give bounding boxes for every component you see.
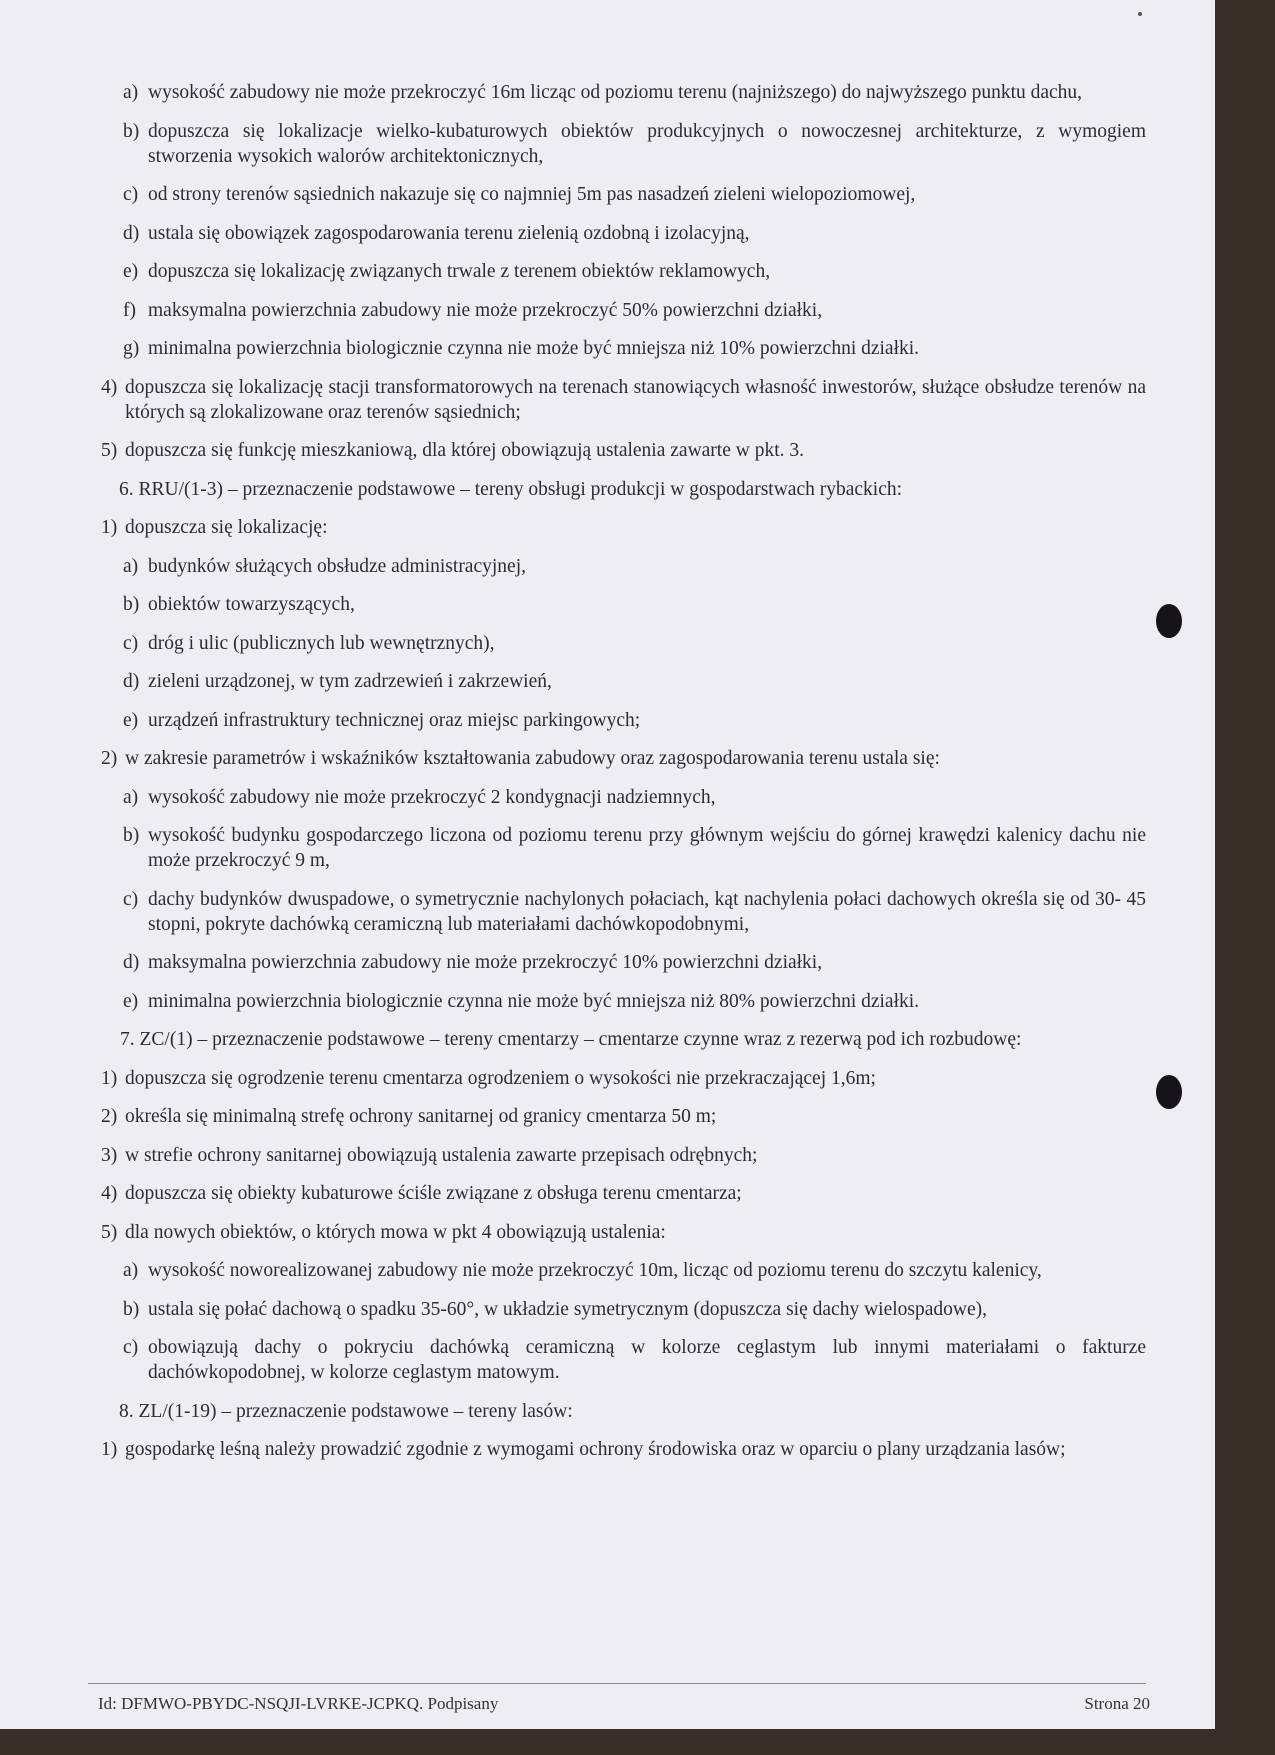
list-marker: e) [123,709,139,731]
list-marker: b) [123,1298,140,1320]
list-marker: a) [123,555,139,577]
list-marker: e) [123,261,139,282]
section-heading [88,1027,1146,1052]
list-item [88,1258,1146,1283]
list-item [88,375,1146,425]
list-marker: c) [123,1337,139,1358]
list-item [88,1104,1146,1129]
list-item [88,298,1146,323]
list-item [88,746,1146,771]
paragraph-text: wysokość zabudowy nie może przekroczyć 16m licząc od poziomu terenu (najniższego) do najwyższego punktu dachu, [148,82,1083,103]
list-marker: 2) [101,1106,118,1127]
list-item [88,515,1146,540]
list-item [88,950,1146,975]
list-item [88,1297,1146,1322]
list-item [88,785,1146,810]
list-item [88,1143,1146,1168]
paragraph-text: maksymalna powierzchnia zabudowy nie może przekroczyć 10% powierzchni działki, [148,952,823,973]
list-marker: 5) [101,440,118,461]
list-item [88,336,1146,361]
list-marker: b) [123,594,140,615]
list-marker: d) [123,671,140,692]
list-item [88,1437,1146,1462]
list-item [88,708,1146,733]
list-marker: 4) [101,376,118,398]
scan-background-right [1215,0,1275,1755]
paragraph-text: w zakresie parametrów i wskaźników kształtowania zabudowy oraz zagospodarowania terenu ustala się: [125,748,940,769]
list-item [88,1220,1146,1245]
section-heading [88,477,1146,502]
list-marker: 4) [101,1183,118,1204]
paragraph-text: maksymalna powierzchnia zabudowy nie może przekroczyć 50% powierzchni działki, [148,299,823,321]
list-marker: 1) [101,1067,118,1089]
list-marker: c) [123,632,139,654]
paragraph-text: od strony terenów sąsiednich nakazuje się co najmniej 5m pas nasadzeń zieleni wielopoziomowej, [148,184,916,205]
paragraph-text: zieleni urządzonej, w tym zadrzewień i zakrzewień, [148,671,552,692]
list-marker: 1) [101,1439,118,1460]
document-id: Id: DFMWO-PBYDC-NSQJI-LVRKE-JCPKQ. Podpisany [98,1694,499,1713]
page-number: Strona 20 [1084,1694,1150,1713]
list-marker: b) [123,120,140,142]
list-item [88,1066,1146,1091]
paragraph-text: minimalna powierzchnia biologicznie czynna nie może być mniejsza niż 80% powierzchni działki. [148,990,920,1012]
list-item [88,1335,1146,1385]
list-marker: b) [123,825,140,846]
list-item [88,631,1146,656]
paragraph-text: 6. RRU/(1-3) – przeznaczenie podstawowe – tereny obsługi produkcji w gospodarstwach rybackich: [119,478,903,500]
paragraph-text: obowiązują dachy o pokryciu dachówką ceramiczną w kolorze ceglastym lub innymi materiałami o fakturze dachówkopodobnej, w kolorze ceglastym matowym. [148,1337,1146,1383]
paragraph-text: dachy budynków dwuspadowe, o symetrycznie nachylonych połaciach, kąt nachylenia połaci dachowych określa się od 30- 45 stopni, pokryte dachówką ceramiczną lub materiałami dachówkopodobnymi, [148,888,1146,935]
list-item [88,80,1146,105]
list-marker: a) [123,786,139,808]
paragraph-text: wysokość zabudowy nie może przekroczyć 2 kondygnacji nadziemnych, [148,786,716,808]
punch-hole-upper [1156,604,1182,638]
scan-background-bottom [0,1729,1275,1755]
list-marker: 2) [101,748,118,769]
list-item [88,554,1146,579]
paragraph-text: dopuszcza się ogrodzenie terenu cmentarza ogrodzeniem o wysokości nie przekraczającej 1,6m; [125,1067,876,1089]
list-item [88,119,1146,169]
paragraph-text: określa się minimalną strefę ochrony sanitarnej od granicy cmentarza 50 m; [125,1106,717,1127]
list-marker: e) [123,990,139,1012]
list-item [88,221,1146,246]
paragraph-text: w strefie ochrony sanitarnej obowiązują ustalenia zawarte przepisach odrębnych; [125,1144,758,1166]
scan-speck [1138,12,1142,16]
section-heading [88,1399,1146,1424]
list-item [88,887,1146,937]
list-marker: 1) [101,517,118,538]
punch-hole-lower [1156,1075,1182,1109]
list-item [88,259,1146,284]
list-item [88,1181,1146,1206]
document-body [88,80,1146,1476]
list-marker: d) [123,222,140,244]
paragraph-text: dopuszcza się lokalizację związanych trwale z terenem obiektów reklamowych, [148,261,771,282]
paragraph-text: dopuszcza się lokalizację stacji transformatorowych na terenach stanowiących własność inwestorów, służące obsłudze terenów na których są zlokalizowane oraz terenów sąsiednich; [125,376,1146,423]
list-item [88,823,1146,873]
list-item [88,592,1146,617]
paragraph-text: gospodarkę leśną należy prowadzić zgodnie z wymogami ochrony środowiska oraz w oparciu o plany urządzania lasów; [125,1439,1066,1460]
paragraph-text: dróg i ulic (publicznych lub wewnętrznych), [148,632,495,654]
paragraph-text: obiektów towarzyszących, [148,594,355,615]
paragraph-text: wysokość budynku gospodarczego liczona od poziomu terenu przy głównym wejściu do górnej krawędzi kalenicy dachu nie może przekroczyć 9 m, [148,825,1146,871]
list-item [88,669,1146,694]
list-item [88,182,1146,207]
list-marker: f) [123,299,136,321]
paragraph-text: 8. ZL/(1-19) – przeznaczenie podstawowe – tereny lasów: [119,1400,573,1422]
paragraph-text: ustala się obowiązek zagospodarowania terenu zielenią ozdobną i izolacyjną, [148,222,750,244]
paragraph-text: 7. ZC/(1) – przeznaczenie podstawowe – tereny cmentarzy – cmentarze czynne wraz z rezerwą pod ich rozbudowę: [120,1029,1022,1050]
paragraph-text: wysokość noworealizowanej zabudowy nie może przekroczyć 10m, licząc od poziomu terenu do szczytu kalenicy, [148,1260,1042,1281]
paragraph-text: dopuszcza się lokalizację: [125,517,328,538]
list-marker: c) [123,184,139,205]
list-marker: 3) [101,1144,118,1166]
footer-divider [88,1683,1146,1684]
list-marker: d) [123,952,140,973]
paragraph-text: dopuszcza się lokalizacje wielko-kubaturowych obiektów produkcyjnych o nowoczesnej architekturze, z wymogiem stworzenia wysokich walorów architektonicznych, [148,120,1146,167]
paragraph-text: minimalna powierzchnia biologicznie czynna nie może być mniejsza niż 10% powierzchni działki. [148,338,920,359]
list-marker: g) [123,338,140,359]
list-item [88,989,1146,1014]
list-marker: a) [123,82,139,103]
list-item [88,438,1146,463]
paragraph-text: ustala się połać dachową o spadku 35-60°, w układzie symetrycznym (dopuszcza się dachy wielospadowe), [148,1298,987,1320]
list-marker: 5) [101,1221,118,1243]
list-marker: a) [123,1260,139,1281]
paragraph-text: urządzeń infrastruktury technicznej oraz miejsc parkingowych; [148,709,641,731]
paragraph-text: budynków służących obsłudze administracyjnej, [148,555,526,577]
paragraph-text: dopuszcza się funkcję mieszkaniową, dla której obowiązują ustalenia zawarte w pkt. 3. [125,440,804,461]
paragraph-text: dopuszcza się obiekty kubaturowe ściśle związane z obsługa terenu cmentarza; [125,1183,742,1204]
paragraph-text: dla nowych obiektów, o których mowa w pkt 4 obowiązują ustalenia: [125,1221,666,1243]
list-marker: c) [123,888,139,910]
